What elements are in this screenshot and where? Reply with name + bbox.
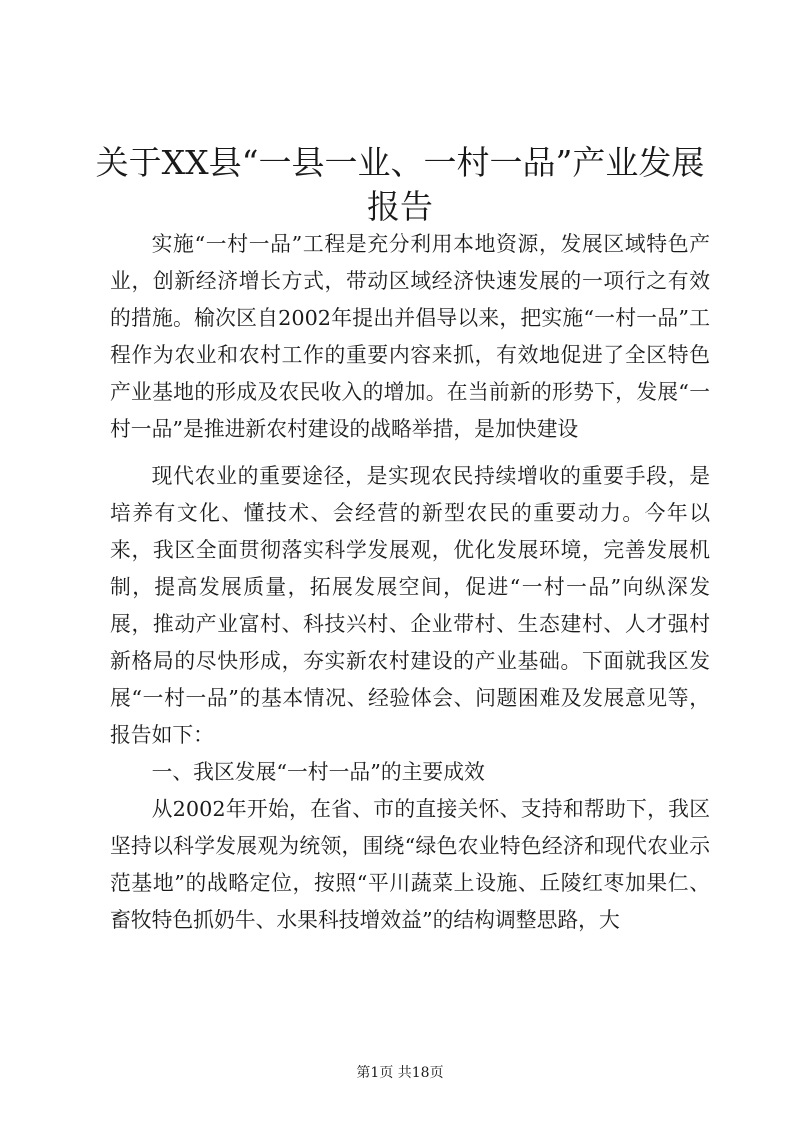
document-title-line-2: 报告: [367, 187, 433, 226]
paragraph-continuation: 现代农业的重要途径，是实现农民持续增收的重要手段，是培养有文化、懂技术、会经营的新型农民的重要动力。今年以来，我区全面贯彻落实科学发展观，优化发展环境，完善发展机制，提高发展质量，拓展发展空间，促进“一村一品”向纵深发展，推动产业富村、科技兴村、企业带村、生态建村、人才强村新格局的尽快形成，夯实新农村建设的产业基础。下面就我区发展“一村一品”的基本情况、经验体会、问题困难及发展意见等，报告如下：: [110, 464, 710, 747]
section-heading-1: 一、我区发展“一村一品”的主要成效: [151, 760, 485, 784]
document-title-line-1: 关于XX县“一县一业、一村一品”产业发展: [95, 143, 705, 182]
paragraph-intro: 实施“一村一品”工程是充分利用本地资源，发展区域特色产业，创新经济增长方式，带动区域经济快速发展的一项行之有效的措施。榆次区自2002年提出并倡导以来，把实施“一村一品”工程作为农业和农村工作的重要内容来抓，有效地促进了全区特色产业基地的形成及农民收入的增加。在当前新的形势下，发展“一村一品”是推进新农村建设的战略举措，是加快建设: [110, 232, 710, 441]
page-number-footer: 第1页 共18页: [356, 1065, 444, 1081]
paragraph-section-1: 从2002年开始，在省、市的直接关怀、支持和帮助下，我区坚持以科学发展观为统领，围绕“绿色农业特色经济和现代农业示范基地”的战略定位，按照“平川蔬菜上设施、丘陵红枣加果仁、畜牧特色抓奶牛、水果科技增效益”的结构调整思路，大: [110, 797, 710, 932]
document-body: [110, 226, 710, 939]
